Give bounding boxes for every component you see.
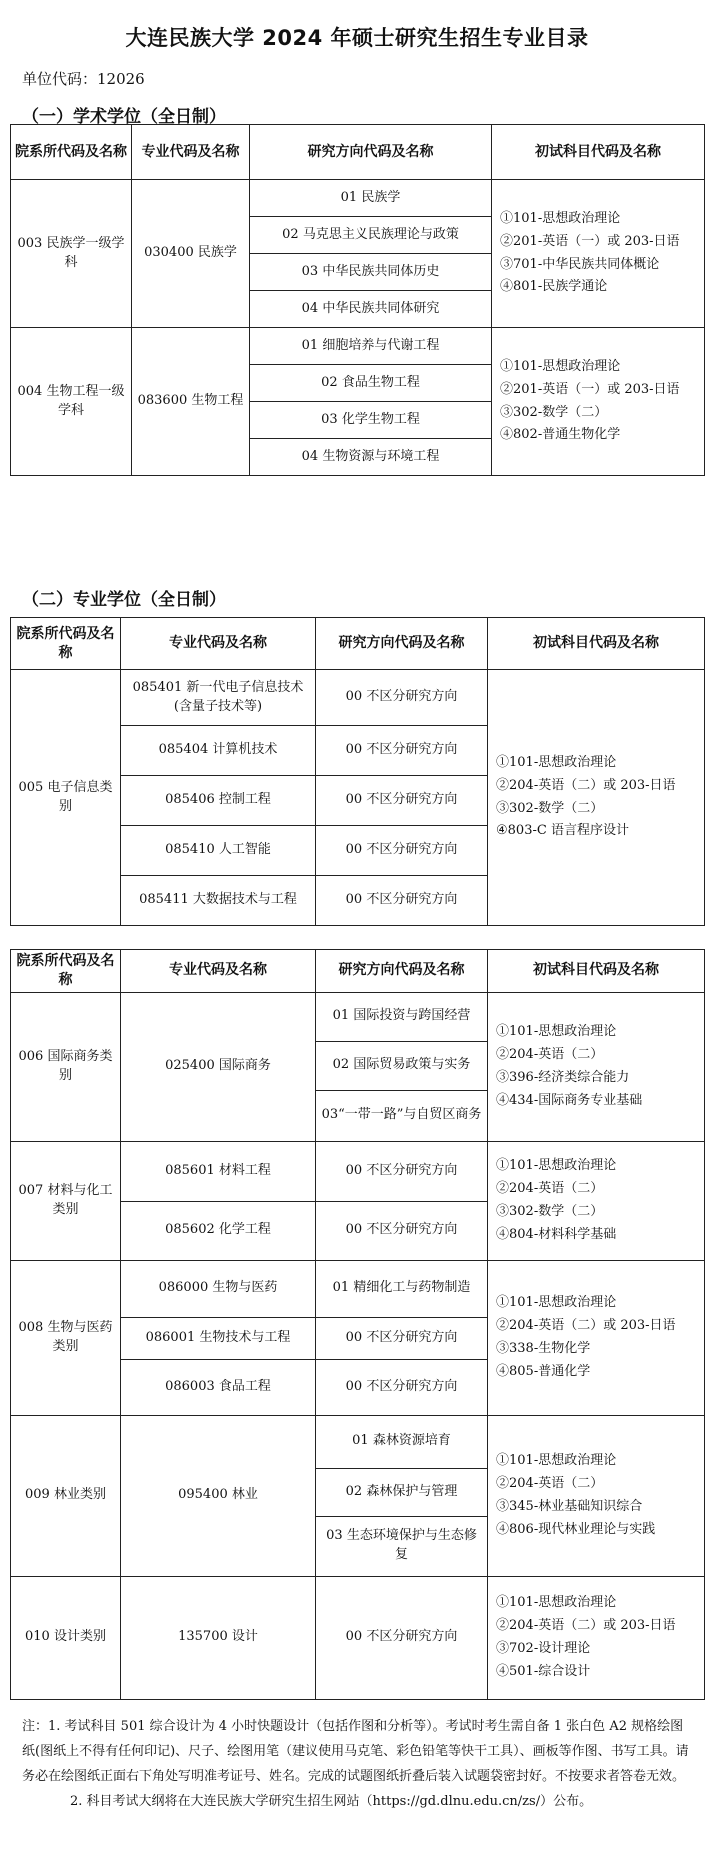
major-cell: 135700 设计 bbox=[121, 1576, 316, 1699]
direction-cell: 03 生态环境保护与生态修复 bbox=[316, 1516, 488, 1576]
exam-subject: ①101-思想政治理论 bbox=[496, 755, 617, 770]
exam-subject: ②204-英语（二）或 203-日语 bbox=[496, 1318, 676, 1334]
major-cell: 086001 生物技术与工程 bbox=[121, 1317, 316, 1359]
table-row bbox=[11, 1576, 705, 1699]
major-cell: 095400 林业 bbox=[121, 1415, 316, 1576]
major-cell: 085410 人工智能 bbox=[121, 826, 316, 876]
dept-cell: 008 生物与医药类别 bbox=[11, 1260, 121, 1415]
direction-cell: 00 不区分研究方向 bbox=[316, 1317, 488, 1359]
exam-subject: ④805-普通化学 bbox=[496, 1363, 591, 1379]
header-major: 专业代码及名称 bbox=[121, 618, 316, 670]
unit-code: 单位代码：12026 bbox=[22, 70, 145, 88]
professional-degree-table-2 bbox=[10, 949, 705, 1700]
header-major: 专业代码及名称 bbox=[121, 950, 316, 993]
major-cell: 085601 材料工程 bbox=[121, 1141, 316, 1201]
direction-cell: 00 不区分研究方向 bbox=[316, 726, 488, 776]
table-header-row bbox=[11, 618, 705, 670]
dept-cell: 010 设计类别 bbox=[11, 1576, 121, 1699]
exam-subject: ③396-经济类综合能力 bbox=[496, 1069, 630, 1085]
exam-subjects-cell bbox=[488, 1260, 705, 1415]
direction-cell: 04 生物资源与环境工程 bbox=[250, 439, 492, 476]
dept-cell: 003 民族学一级学科 bbox=[11, 180, 132, 328]
exam-subject: ②204-英语（二） bbox=[496, 1476, 604, 1492]
document-title: 大连民族大学 2024 年硕士研究生招生专业目录 bbox=[125, 26, 589, 50]
direction-cell: 00 不区分研究方向 bbox=[316, 1576, 488, 1699]
exam-subjects-cell bbox=[488, 670, 705, 926]
table-row bbox=[11, 1415, 705, 1468]
header-exam: 初试科目代码及名称 bbox=[488, 950, 705, 993]
exam-subject: ③302-数学（二） bbox=[500, 404, 608, 420]
direction-cell: 04 中华民族共同体研究 bbox=[250, 291, 492, 328]
footnote-2: 2. 科目考试大纲将在大连民族大学研究生招生网站（https://gd.dlnu.edu.cn/zs/）公布。 bbox=[70, 1794, 593, 1809]
direction-cell: 02 国际贸易政策与实务 bbox=[316, 1041, 488, 1090]
header-major: 专业代码及名称 bbox=[132, 125, 250, 180]
major-cell: 085406 控制工程 bbox=[121, 776, 316, 826]
major-cell: 086000 生物与医药 bbox=[121, 1260, 316, 1317]
section-heading-professional: （二）专业学位（全日制） bbox=[22, 590, 226, 610]
exam-subject: ①101-思想政治理论 bbox=[496, 1158, 617, 1174]
exam-subject: ②204-英语（二）或 203-日语 bbox=[496, 1618, 676, 1634]
dept-cell: 004 生物工程一级学科 bbox=[11, 328, 132, 476]
direction-cell: 01 森林资源培育 bbox=[316, 1415, 488, 1468]
dept-cell: 007 材料与化工类别 bbox=[11, 1141, 121, 1260]
section-heading-academic: （一）学术学位（全日制） bbox=[22, 107, 226, 127]
direction-cell: 00 不区分研究方向 bbox=[316, 876, 488, 926]
exam-subject: ④806-现代林业理论与实践 bbox=[496, 1521, 656, 1537]
exam-subject: ④501-综合设计 bbox=[496, 1663, 591, 1679]
direction-cell: 00 不区分研究方向 bbox=[316, 670, 488, 726]
exam-subject: ①101-思想政治理论 bbox=[496, 1024, 617, 1040]
direction-cell: 00 不区分研究方向 bbox=[316, 1201, 488, 1260]
header-direction: 研究方向代码及名称 bbox=[250, 125, 492, 180]
direction-cell: 01 民族学 bbox=[250, 180, 492, 217]
major-cell: 086003 食品工程 bbox=[121, 1359, 316, 1415]
exam-subjects-cell bbox=[488, 1576, 705, 1699]
direction-cell: 02 森林保护与管理 bbox=[316, 1468, 488, 1516]
exam-subject: ②201-英语（一）或 203-日语 bbox=[500, 381, 680, 397]
dept-cell: 005 电子信息类别 bbox=[11, 670, 121, 926]
header-exam: 初试科目代码及名称 bbox=[488, 618, 705, 670]
exam-subject: ④434-国际商务专业基础 bbox=[496, 1092, 643, 1108]
major-cell: 025400 国际商务 bbox=[121, 992, 316, 1141]
exam-subject: ①101-思想政治理论 bbox=[500, 359, 621, 374]
exam-subjects-cell bbox=[492, 180, 705, 328]
exam-subject: ③302-数学（二） bbox=[496, 1203, 604, 1219]
major-cell: 085404 计算机技术 bbox=[121, 726, 316, 776]
direction-cell: 00 不区分研究方向 bbox=[316, 1141, 488, 1201]
direction-cell: 01 精细化工与药物制造 bbox=[316, 1260, 488, 1317]
exam-subject: ②204-英语（二）或 203-日语 bbox=[496, 777, 676, 793]
header-direction: 研究方向代码及名称 bbox=[316, 950, 488, 993]
exam-subject: ①101-思想政治理论 bbox=[496, 1595, 617, 1611]
exam-subjects-cell bbox=[488, 1141, 705, 1260]
exam-subject: ③701-中华民族共同体概论 bbox=[500, 256, 660, 272]
exam-subject: ①101-思想政治理论 bbox=[496, 1295, 617, 1311]
footnote-1: 注：1. 考试科目 501 综合设计为 4 小时快题设计（包括作图和分析等）。考试时考生需自备 1 张白色 A2 规格绘图纸(图纸上不得有任何印记)、尺子、绘图用笔（建议使用马克笔、彩色铅笔等快干工具）、画板等作图、书写工具。请务必在绘图纸正面右下角处写明准考证号、姓名。完成的试题图纸折叠后装入试题袋密封好。不按要求者答卷无效。 bbox=[22, 1719, 689, 1784]
professional-degree-table-1 bbox=[10, 617, 705, 926]
direction-cell: 03“一带一路”与自贸区商务 bbox=[316, 1090, 488, 1141]
direction-cell: 02 食品生物工程 bbox=[250, 365, 492, 402]
direction-cell: 00 不区分研究方向 bbox=[316, 776, 488, 826]
exam-subject: ②201-英语（一）或 203-日语 bbox=[500, 233, 680, 249]
exam-subjects-cell bbox=[492, 328, 705, 476]
table-header-row bbox=[11, 950, 705, 993]
direction-cell: 00 不区分研究方向 bbox=[316, 1359, 488, 1415]
exam-subject: ④803-C 语言程序设计 bbox=[496, 823, 629, 839]
footnote bbox=[22, 1714, 694, 1814]
direction-cell: 01 国际投资与跨国经营 bbox=[316, 992, 488, 1041]
table-row bbox=[11, 180, 705, 217]
direction-cell: 00 不区分研究方向 bbox=[316, 826, 488, 876]
exam-subject: ③338-生物化学 bbox=[496, 1340, 591, 1356]
table-row bbox=[11, 1260, 705, 1317]
direction-cell: 03 化学生物工程 bbox=[250, 402, 492, 439]
header-dept: 院系所代码及名称 bbox=[11, 618, 121, 670]
exam-subjects-cell bbox=[488, 992, 705, 1141]
header-exam: 初试科目代码及名称 bbox=[492, 125, 705, 180]
exam-subject: ②204-英语（二） bbox=[496, 1047, 604, 1063]
major-cell: 085401 新一代电子信息技术(含量子技术等) bbox=[121, 670, 316, 726]
exam-subject: ③302-数学（二） bbox=[496, 800, 604, 816]
direction-cell: 02 马克思主义民族理论与政策 bbox=[250, 217, 492, 254]
major-cell: 083600 生物工程 bbox=[132, 328, 250, 476]
direction-cell: 01 细胞培养与代谢工程 bbox=[250, 328, 492, 365]
table-row bbox=[11, 1141, 705, 1201]
table-row bbox=[11, 670, 705, 726]
major-cell: 085411 大数据技术与工程 bbox=[121, 876, 316, 926]
table-row bbox=[11, 992, 705, 1041]
major-cell: 030400 民族学 bbox=[132, 180, 250, 328]
header-direction: 研究方向代码及名称 bbox=[316, 618, 488, 670]
exam-subject: ①101-思想政治理论 bbox=[496, 1453, 617, 1469]
major-cell: 085602 化学工程 bbox=[121, 1201, 316, 1260]
table-row bbox=[11, 328, 705, 365]
table-header-row bbox=[11, 125, 705, 180]
dept-cell: 009 林业类别 bbox=[11, 1415, 121, 1576]
dept-cell: 006 国际商务类别 bbox=[11, 992, 121, 1141]
exam-subject: ①101-思想政治理论 bbox=[500, 211, 621, 226]
exam-subject: ④802-普通生物化学 bbox=[500, 427, 621, 443]
exam-subject: ③345-林业基础知识综合 bbox=[496, 1498, 643, 1514]
exam-subject: ④801-民族学通论 bbox=[500, 279, 608, 295]
exam-subject: ③702-设计理论 bbox=[496, 1640, 591, 1656]
exam-subject: ④804-材料科学基础 bbox=[496, 1226, 617, 1242]
exam-subject: ②204-英语（二） bbox=[496, 1181, 604, 1197]
direction-cell: 03 中华民族共同体历史 bbox=[250, 254, 492, 291]
header-dept: 院系所代码及名称 bbox=[11, 125, 132, 180]
header-dept: 院系所代码及名称 bbox=[11, 950, 121, 993]
exam-subjects-cell bbox=[488, 1415, 705, 1576]
academic-degree-table bbox=[10, 124, 705, 476]
